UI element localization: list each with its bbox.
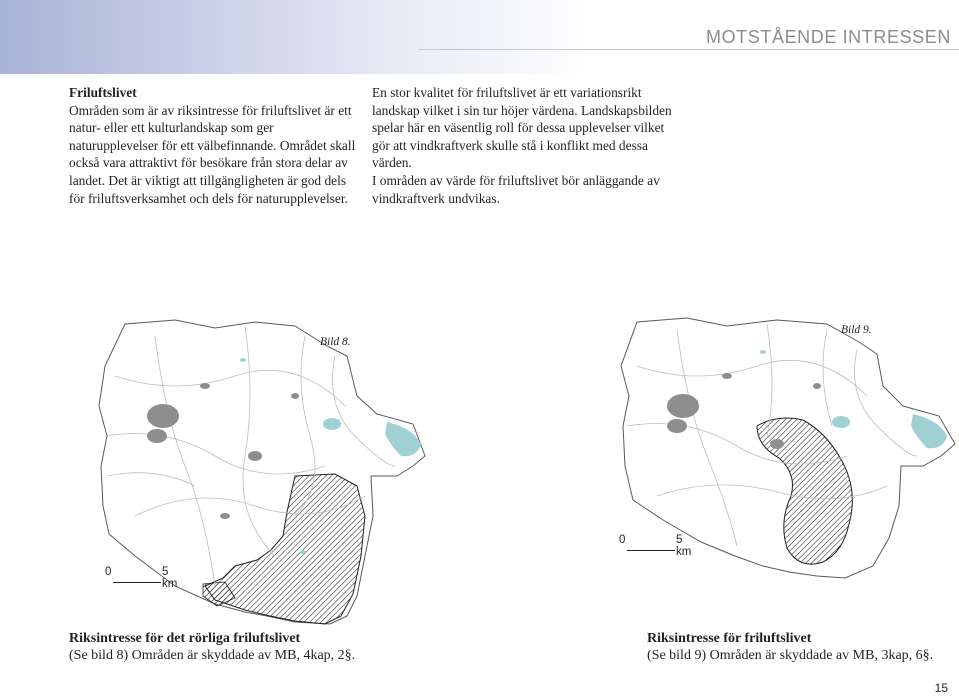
scale-unit: 5 km	[162, 566, 178, 590]
left-text-column	[69, 84, 359, 207]
map-bild-9-label: Bild 9.	[841, 324, 872, 336]
caption-bild-8-text: (Se bild 8) Områden är skyddade av MB, 4kap, 2§.	[69, 648, 356, 663]
scale-bar	[627, 546, 675, 551]
header-rule	[418, 49, 959, 50]
right-text-column	[372, 84, 672, 207]
map-bild-8-label: Bild 8.	[320, 336, 351, 348]
right-paragraph-2: I områden av värde för friluftslivet bör anläggande av vindkraftverk undvikas.	[372, 172, 660, 206]
caption-bild-9	[647, 630, 952, 664]
left-heading: Friluftslivet	[69, 85, 137, 100]
scale-zero: 0	[105, 566, 112, 578]
scale-zero: 0	[619, 534, 626, 546]
right-paragraph-1: En stor kvalitet för friluftslivet är ett variationsrikt landskap vilket i sin tur höjer värdena. Landskapsbilden spelar här en väsentlig roll för dessa upplevelser vilket gör att vindkraftverk skulle stå i konflikt med dessa värden.	[372, 85, 672, 171]
section-title: MOTSTÅENDE INTRESSEN	[705, 27, 951, 47]
caption-bild-9-title: Riksintresse för friluftslivet	[647, 631, 812, 646]
caption-bild-8	[69, 630, 449, 664]
map-bild-9	[617, 316, 957, 580]
scale-unit: 5 km	[676, 534, 692, 558]
page-number: 15	[934, 681, 948, 695]
caption-bild-8-title: Riksintresse för det rörliga friluftslivet	[69, 631, 301, 646]
map-bild-8	[95, 316, 431, 626]
map-bild-9-scale	[619, 534, 699, 558]
map-bild-8-scale	[105, 566, 185, 590]
caption-bild-9-text: (Se bild 9) Områden är skyddade av MB, 3kap, 6§.	[647, 648, 934, 663]
scale-bar	[113, 578, 161, 583]
left-body: Områden som är av riksintresse för friluftslivet är ett natur- eller ett kulturlandskap som ger naturupplevelser för ett välbefinnande. Området skall också vara attraktivt för besökare från stora delar av landet. Det är viktigt att tillgängligheten är god dels för friluftsverksamhet och dels för naturupplevelser.	[69, 102, 356, 206]
